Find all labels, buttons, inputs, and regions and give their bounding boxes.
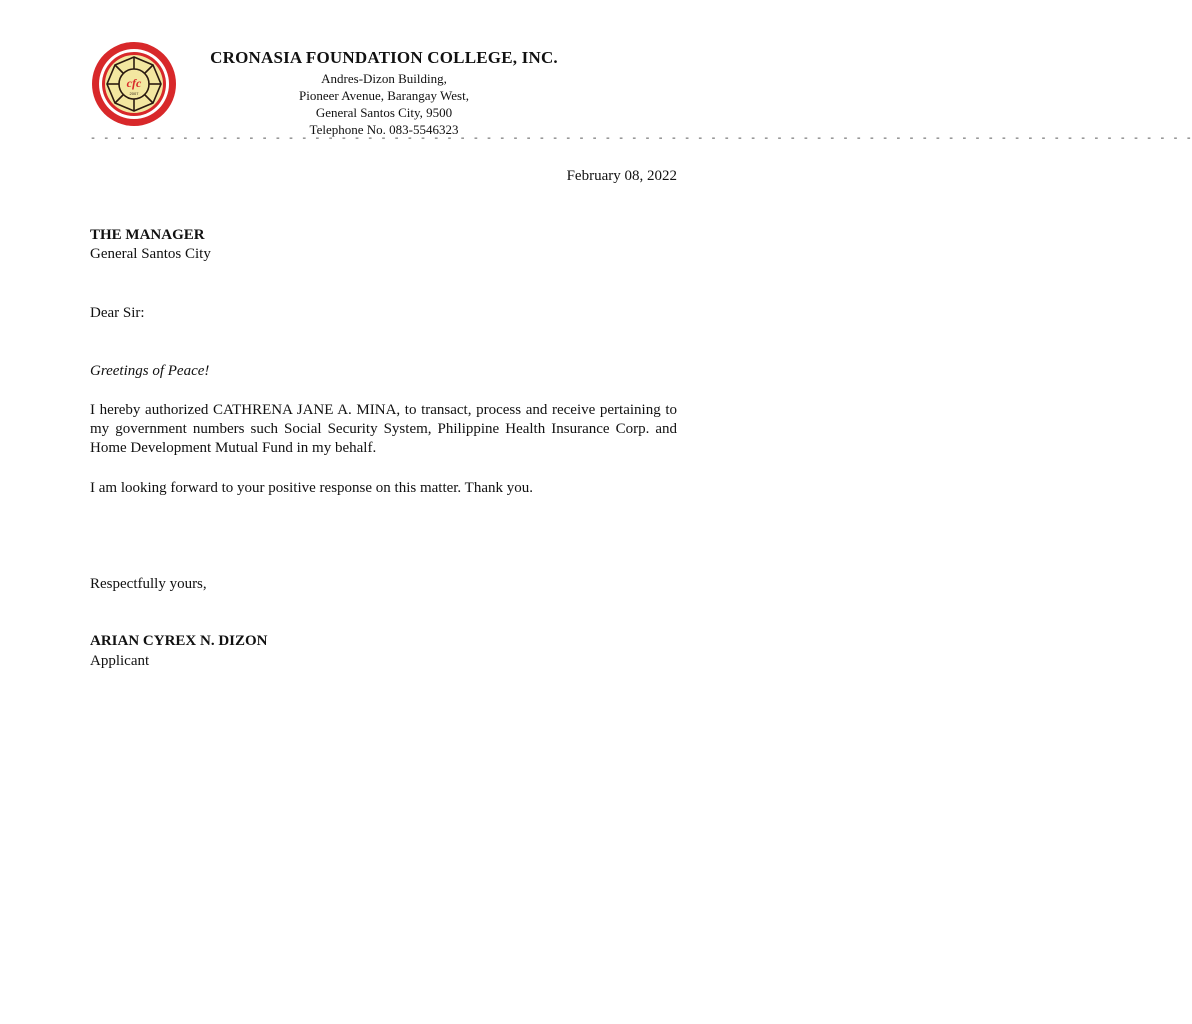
greeting: Greetings of Peace! (90, 363, 210, 379)
recipient-title: THE MANAGER (90, 227, 205, 243)
recipient-city: General Santos City (90, 246, 211, 262)
letter-date: February 08, 2022 (566, 168, 677, 184)
college-seal-logo (90, 40, 178, 128)
telephone-line: Telephone No. 083-5546323 (309, 122, 459, 137)
college-name: CRONASIA FOUNDATION COLLEGE, INC. (210, 48, 558, 67)
header-divider: - - - - - - - - - - - - - - - - - - - - - - - - - - - - - - - - - - - - - - - - - - - - - - - - - - - - - - - - - - - - - - - - - - - - - - - - - - - - - - - - - - - - (90, 134, 1192, 145)
svg-text:2007: 2007 (129, 91, 139, 96)
address-line-1: Andres-Dizon Building, (321, 71, 447, 86)
signatory-role: Applicant (90, 653, 150, 669)
body-paragraph-1: I hereby authorized CATHRENA JANE A. MINA, to transact, process and receive pertaining to my government numbers such Social Security System, Philippine Health Insurance Corp. and Home Development Mutual Fund in my behalf. (90, 402, 677, 456)
body-paragraph-2: I am looking forward to your positive response on this matter. Thank you. (90, 480, 533, 496)
closing: Respectfully yours, (90, 576, 207, 592)
svg-text:cfc: cfc (126, 76, 142, 90)
address-line-3: General Santos City, 9500 (315, 105, 453, 120)
signatory-name: ARIAN CYREX N. DIZON (90, 633, 268, 649)
salutation: Dear Sir: (90, 305, 145, 321)
letterhead (180, 46, 588, 138)
address-line-2: Pioneer Avenue, Barangay West, (299, 88, 469, 103)
